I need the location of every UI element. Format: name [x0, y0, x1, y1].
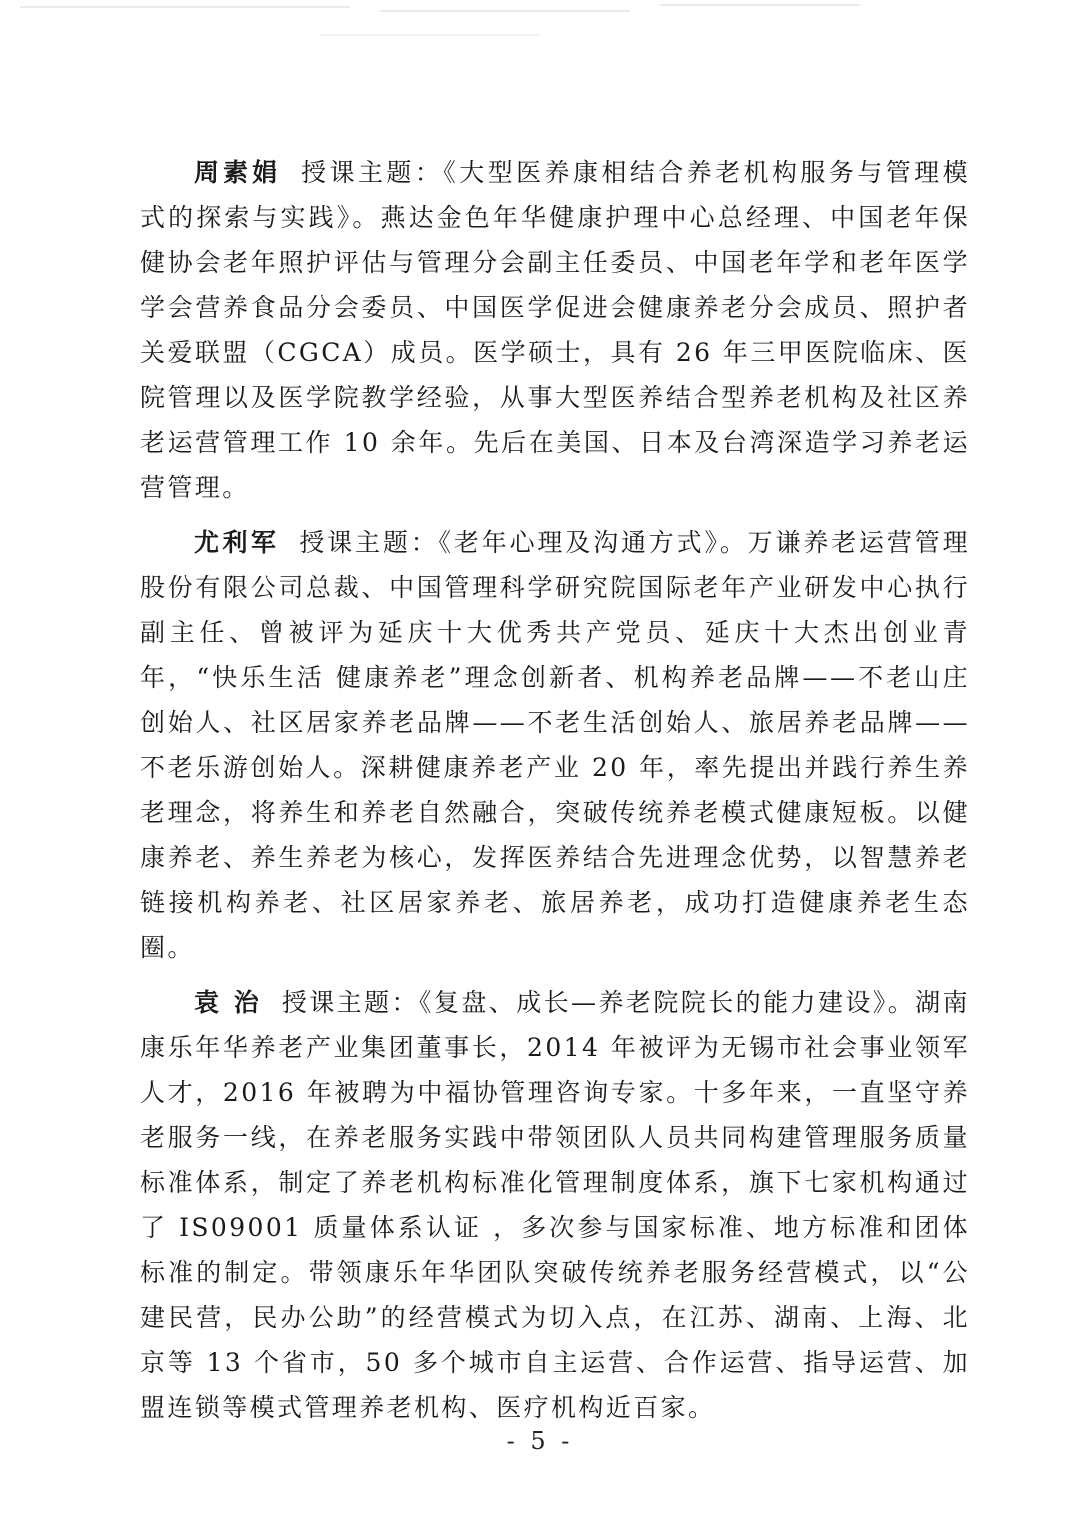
- scan-noise-line: [660, 4, 860, 6]
- speaker-name: 周素娟: [194, 158, 282, 187]
- speaker-name: 袁 治: [194, 988, 262, 1017]
- bio-paragraph-zhou-sujuan: [140, 150, 970, 510]
- scan-noise-line: [20, 6, 350, 8]
- page-number: - 5 -: [506, 1427, 574, 1455]
- speaker-bio: 授课主题：《大型医养康相结合养老机构服务与管理模式的探索与实践》。燕达金色年华健康护理中心总经理、中国老年保健协会老年照护评估与管理分会副主任委员、中国老年学和老年医学学会营养食品分会委员、中国医学促进会健康养老分会成员、照护者关爱联盟（CGCA）成员。医学硕士，具有 26 年三甲医院临床、医院管理以及医学院教学经验，从事大型医养结合型养老机构及社区养老运营管理工作 10 余年。先后在美国、日本及台湾深造学习养老运营管理。: [140, 158, 970, 502]
- scan-noise-line: [380, 10, 630, 12]
- bio-paragraph-yuan-zhi: [140, 980, 970, 1430]
- scan-artifact-top: [0, 0, 1080, 48]
- speaker-bio: 授课主题：《复盘、成长—养老院院长的能力建设》。湖南康乐年华养老产业集团董事长，2014 年被评为无锡市社会事业领军人才，2016 年被聘为中福协管理咨询专家。十多年来，一直坚守养老服务一线，在养老服务实践中带领团队人员共同构建管理服务质量标准体系，制定了养老机构标准化管理制度体系，旗下七家机构通过了 IS09001 质量体系认证 ，多次参与国家标准、地方标准和团体标准的制定。带领康乐年华团队突破传统养老服务经营模式，以“公建民营，民办公助”的经营模式为切入点，在江苏、湖南、上海、北京等 13 个省市，50 多个城市自主运营、合作运营、指导运营、加盟连锁等模式管理养老机构、医疗机构近百家。: [140, 988, 970, 1422]
- speaker-name: 尤利军: [194, 528, 280, 557]
- speaker-bio: 授课主题：《老年心理及沟通方式》。万谦养老运营管理股份有限公司总裁、中国管理科学研究院国际老年产业研发中心执行副主任、曾被评为延庆十大优秀共产党员、延庆十大杰出创业青年，“快乐生活 健康养老”理念创新者、机构养老品牌——不老山庄创始人、社区居家养老品牌——不老生活创始人、旅居养老品牌——不老乐游创始人。深耕健康养老产业 20 年，率先提出并践行养生养老理念，将养生和养老自然融合，突破传统养老模式健康短板。以健康养老、养生养老为核心，发挥医养结合先进理念优势，以智慧养老链接机构养老、社区居家养老、旅居养老，成功打造健康养老生态圈。: [140, 528, 970, 962]
- scan-noise-line: [320, 34, 540, 36]
- document-body: [140, 150, 970, 1440]
- bio-paragraph-you-lijun: [140, 520, 970, 970]
